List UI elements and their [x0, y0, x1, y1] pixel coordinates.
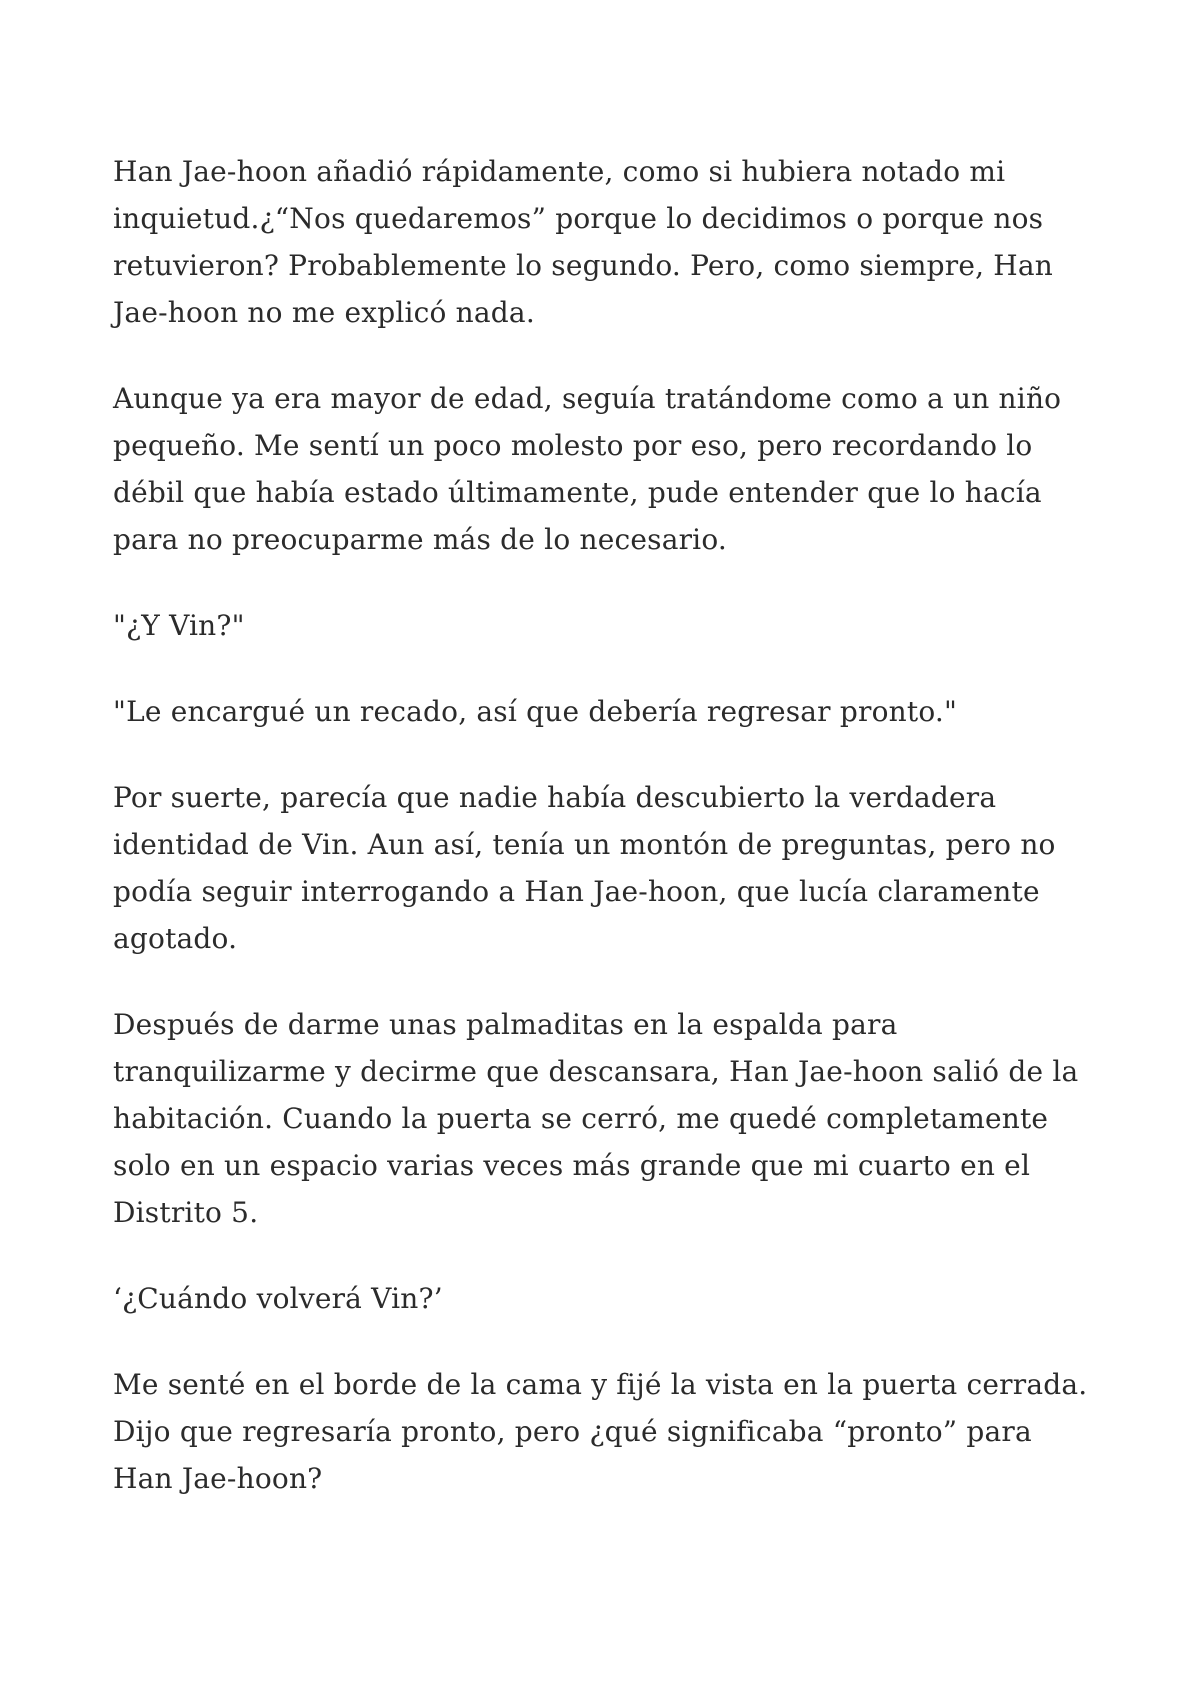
paragraph-3-dialogue: "¿Y Vin?"	[113, 609, 245, 642]
paragraph-7-thought: ‘¿Cuándo volverá Vin?’	[113, 1282, 443, 1315]
paragraph-1: Han Jae-hoon añadió rápidamente, como si hubiera notado mi inquietud.¿“Nos quedaremos” porque lo decidimos o porque nos retuvieron? Probablemente lo segundo. Pero, como siempre, Han Jae-hoon no me explicó nada.	[113, 155, 1054, 329]
paragraph-8: Me senté en el borde de la cama y fijé la vista en la puerta cerrada. Dijo que regresaría pronto, pero ¿qué significaba “pronto” para Han Jae-hoon?	[113, 1368, 1088, 1495]
document-content	[113, 148, 1088, 1502]
paragraph-2: Aunque ya era mayor de edad, seguía tratándome como a un niño pequeño. Me sentí un poco molesto por eso, pero recordando lo débil que había estado últimamente, pude entender que lo hacía para no preocuparme más de lo necesario.	[113, 382, 1062, 556]
paragraph-5: Por suerte, parecía que nadie había descubierto la verdadera identidad de Vin. Aun así, tenía un montón de preguntas, pero no podía seguir interrogando a Han Jae-hoon, que lucía claramente agotado.	[113, 781, 1056, 955]
paragraph-6: Después de darme unas palmaditas en la espalda para tranquilizarme y decirme que descansara, Han Jae-hoon salió de la habitación. Cuando la puerta se cerró, me quedé completamente solo en un espacio varias veces más grande que mi cuarto en el Distrito 5.	[113, 1008, 1079, 1229]
paragraph-4-dialogue: "Le encargué un recado, así que debería regresar pronto."	[113, 695, 958, 728]
